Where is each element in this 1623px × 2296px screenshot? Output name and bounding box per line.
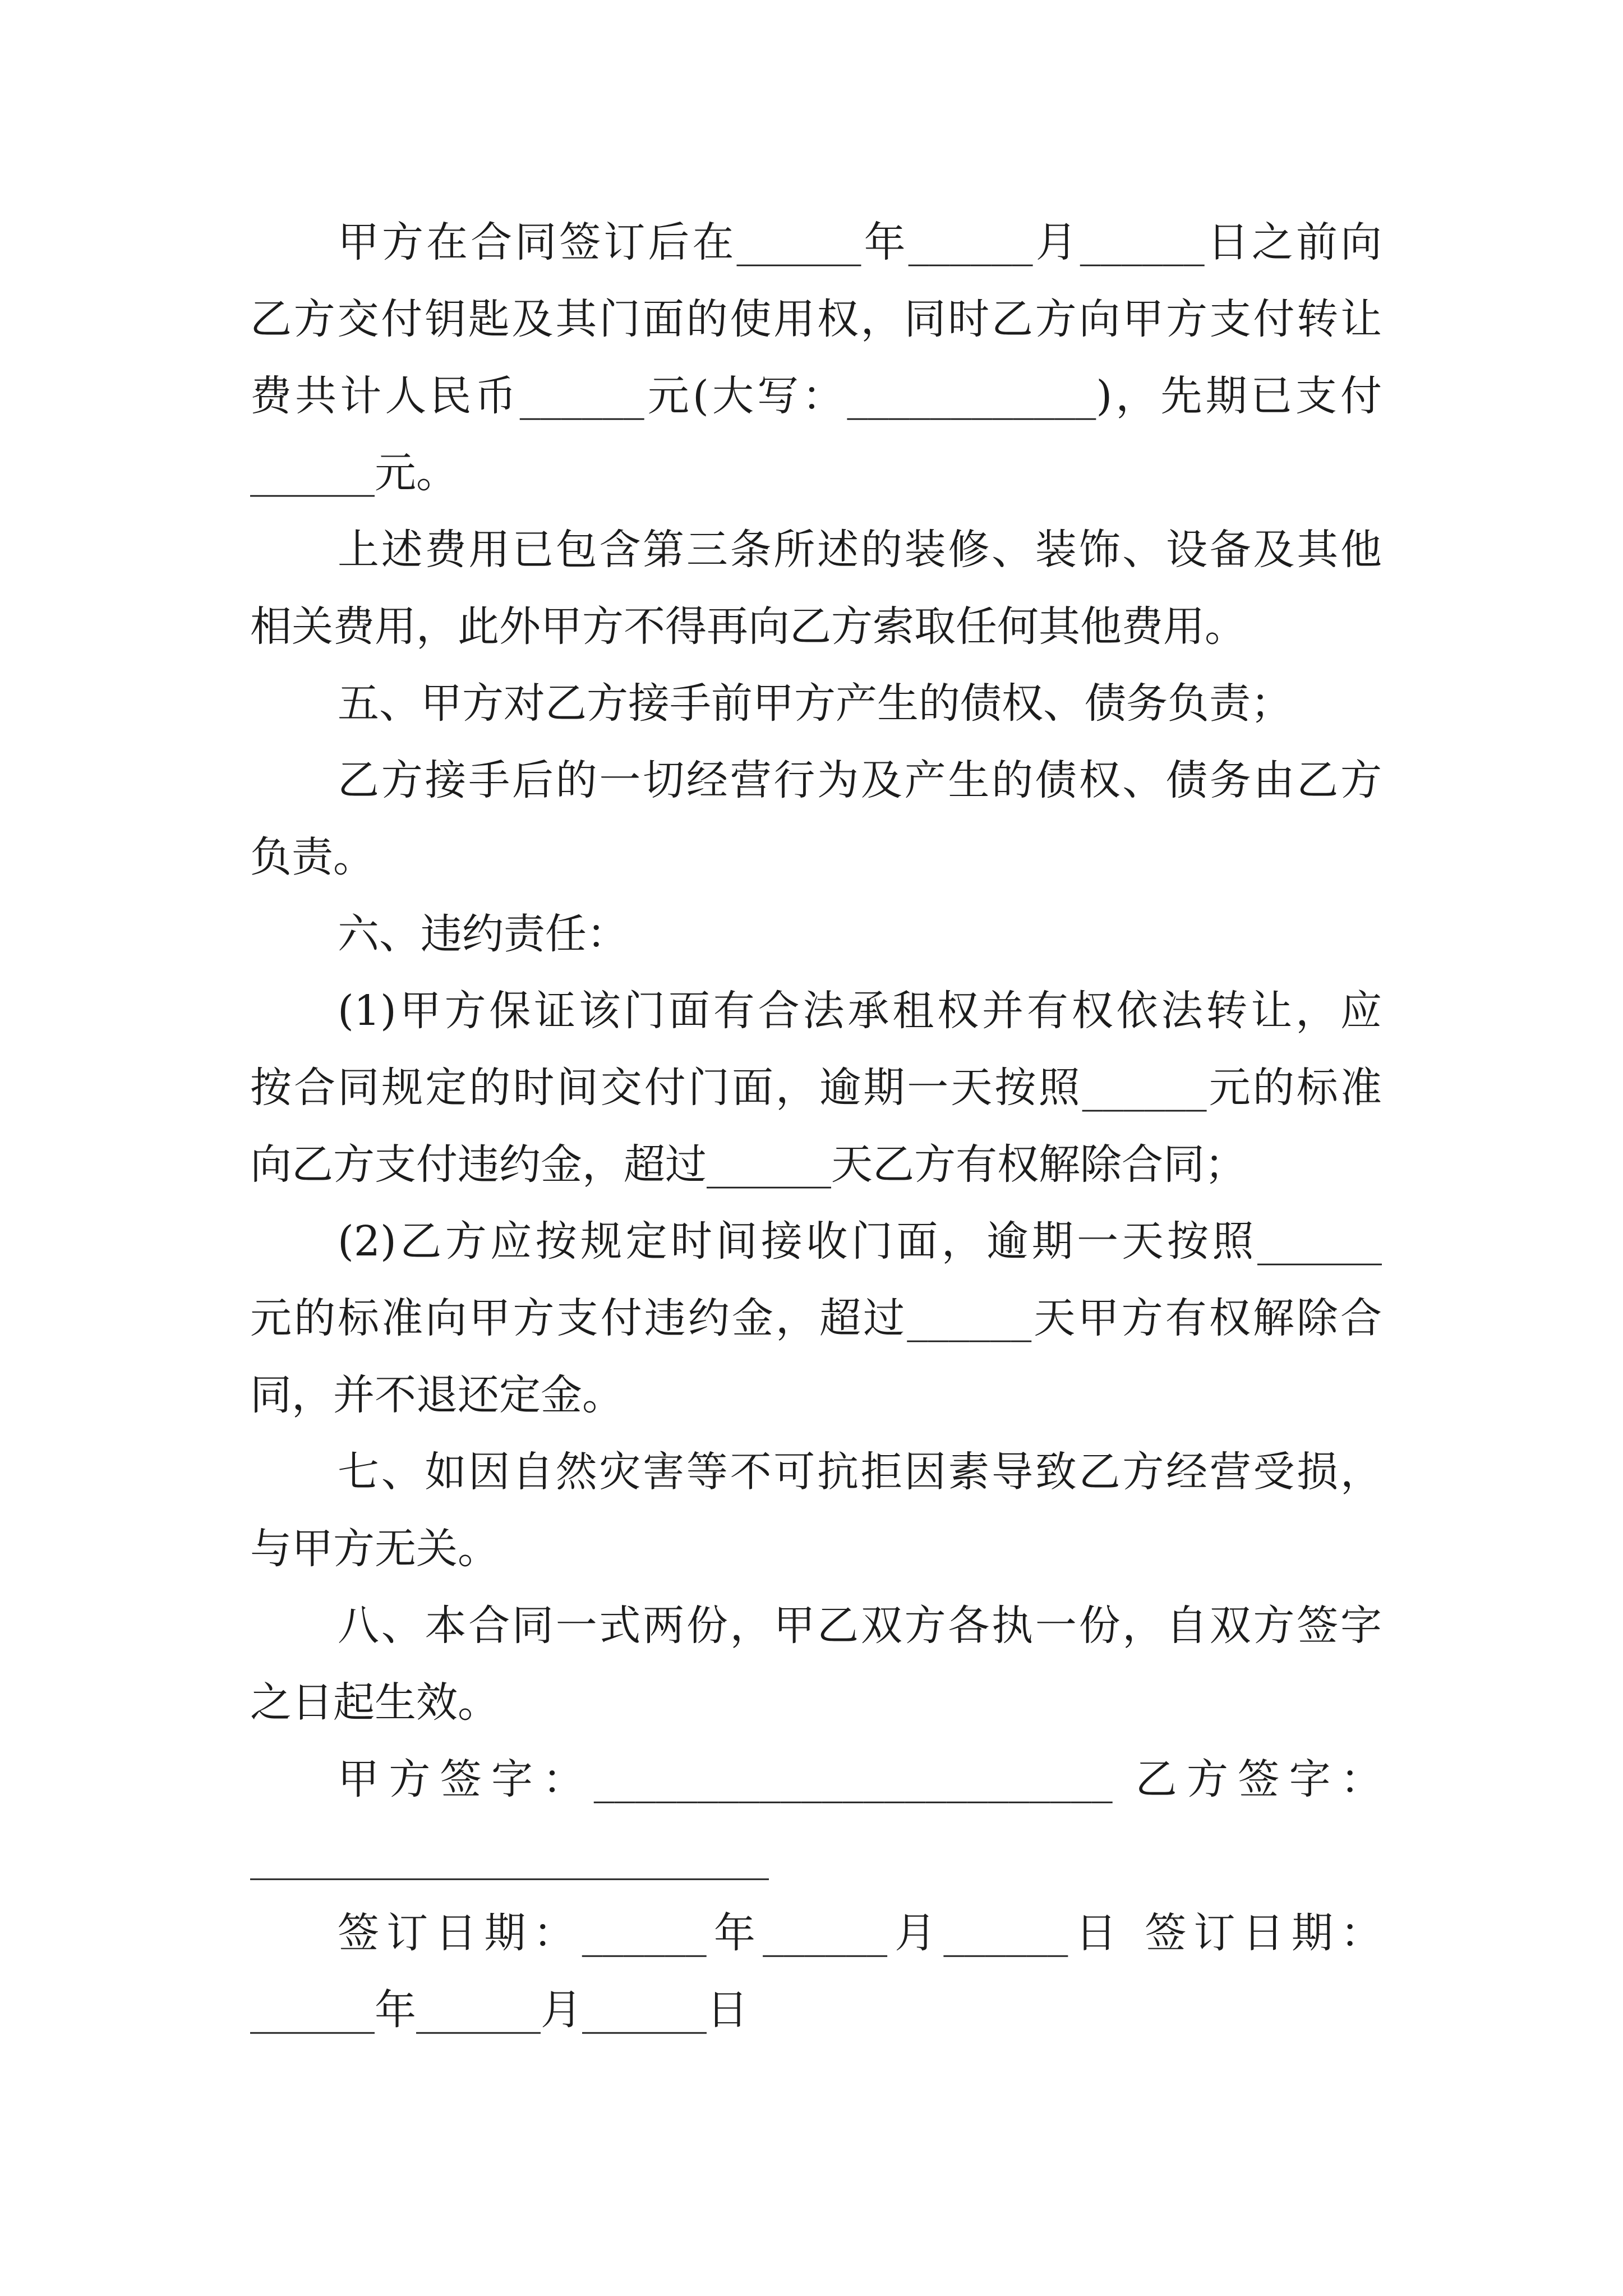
- clause-six-item-1: [0, 973, 1623, 1203]
- clause-eight: [0, 1588, 1623, 1741]
- signature-block: [0, 1741, 1623, 1895]
- text-line: 五、甲方对乙方接手前甲方产生的债权、债务负责；: [338, 679, 1292, 728]
- paragraph-fees: [0, 512, 1623, 665]
- text-line: 同，并不退还定金。: [250, 1371, 624, 1419]
- signing-date-line: 签订日期：______年______月______日 签订日期：: [338, 1909, 1382, 1957]
- signing-date-line-continued: ______年______月______日: [250, 1986, 748, 2034]
- text-line: 上述费用已包含第三条所述的装修、装饰、设备及其他: [338, 526, 1382, 574]
- text-line: 甲方在合同签订后在______年______月______日之前向: [338, 218, 1382, 266]
- clause-five: [0, 665, 1623, 742]
- text-line: 按合同规定的时间交付门面，逾期一天按照______元的标准: [250, 1064, 1382, 1112]
- text-line: 费共计人民币______元(大写：____________)，先期已支付: [250, 372, 1382, 420]
- text-line: 与甲方无关。: [250, 1525, 499, 1573]
- clause-six-item-2: [0, 1203, 1623, 1434]
- clause-six-heading: [0, 896, 1623, 973]
- paragraph-payment: [0, 204, 1623, 512]
- text-line: 向乙方支付违约金，超过______天乙方有权解除合同；: [250, 1140, 1246, 1189]
- text-line: 六、违约责任：: [338, 910, 628, 958]
- text-line: (2)乙方应按规定时间接收门面，逾期一天按照______: [338, 1217, 1382, 1266]
- signature-line: 甲方签字：_________________________ 乙方签字：: [338, 1755, 1382, 1803]
- clause-seven: [0, 1434, 1623, 1588]
- text-line: 相关费用，此外甲方不得再向乙方索取任何其他费用。: [250, 602, 1246, 651]
- text-line: 元的标准向甲方支付违约金，超过______天甲方有权解除合: [250, 1294, 1382, 1342]
- text-line: (1)甲方保证该门面有合法承租权并有权依法转让，应: [338, 987, 1382, 1035]
- signing-date-block: [0, 1895, 1623, 2049]
- text-line: 七、如因自然灾害等不可抗拒因素导致乙方经营受损，: [338, 1448, 1382, 1496]
- paragraph-liabilities: [0, 742, 1623, 896]
- text-line: 乙方接手后的一切经营行为及产生的债权、债务由乙方: [338, 756, 1382, 804]
- text-line: 负责。: [250, 833, 375, 881]
- signature-line-continued: _________________________: [250, 1832, 769, 1880]
- text-line: 乙方交付钥匙及其门面的使用权，同时乙方向甲方支付转让: [250, 295, 1382, 343]
- text-line: 之日起生效。: [250, 1678, 499, 1727]
- text-line: ______元。: [250, 449, 458, 497]
- text-line: 八、本合同一式两份，甲乙双方各执一份，自双方签字: [338, 1602, 1382, 1650]
